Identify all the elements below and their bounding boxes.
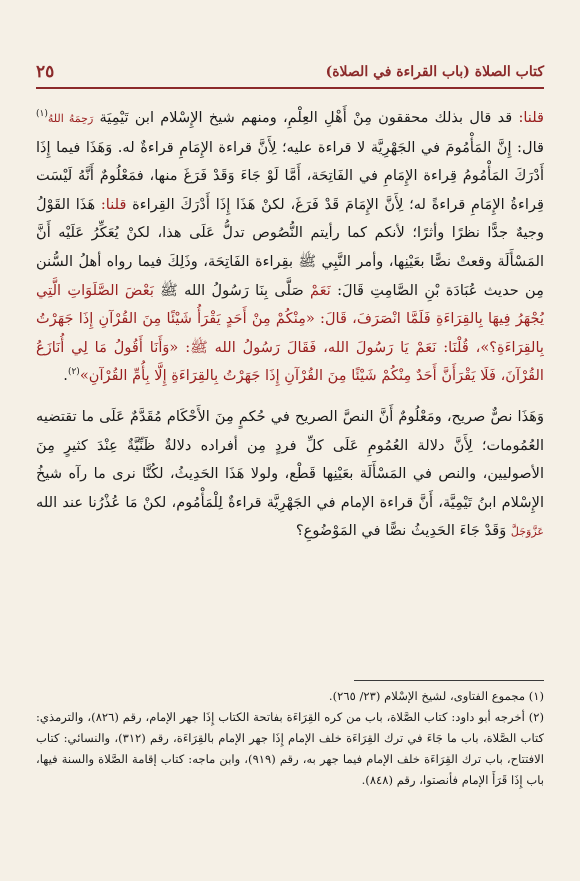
text-run: هَذَا القَوْلُ وجيهٌ جدًّا نظرًا وأثرًا؛ لأنكم كما رأيتم النُّصُوص تدلُّ عَلَى هذا، لكنْ يُعَكِّرُ عَلَيْه أَنَّ المَسْأَلَة وقعتْ نصًّا بعَيْنِها، وأمر النَّبِي ﷺ بقِراءة الفَاتِحَة، وذَلِكَ فيما رواه أهلُ السُّنن مِن حديث عُبَادَة بْنِ الصَّامِتِ قَالَ: [36, 195, 544, 299]
main-text [36, 104, 544, 668]
speaker-label: قلنا: [100, 195, 127, 213]
paragraph-1 [36, 104, 544, 391]
speaker-label: قلنا: [518, 109, 544, 126]
footnotes [36, 686, 544, 836]
chapter-title: كتاب الصلاة (باب القراءة في الصلاة) [325, 64, 544, 80]
text-run: قال: إِنَّ المَأْمُومَ في الجَهْرِيَّة لا قراءة عليه؛ لِأَنَّ قراءة الإِمَامِ قراءةٌ له. وَهَذَا فيما إِذَا أَدْرَكَ المَأْمُومُ قِراءة الإِمَامِ في الفَاتِحَة، أَمَّا لَوْ جَاءَ وَقَدْ فَرَغَ منها، فمَعْلُومٌ أَنَّهُ لَيْسَت قِراءةُ الإِمَامِ قراءةً له؛ لِأَنَّ الإِمَامَ قَدْ فَرَغَ، لكنْ هَذَا إِذَا أَدْرَكَ القِراءة [36, 138, 544, 213]
header-divider [36, 87, 544, 89]
quoted-word: نَعَمْ [310, 281, 331, 299]
text-run: وَهَذَا نصٌّ صريح، ومَعْلُومٌ أَنَّ النصَّ الصريح في حُكمٍ مِنَ الأَحْكَام مُقَدَّمٌ عَلَى ما تقتضيه العُمُومات؛ لِأَنَّ دلالة العُمُومِ عَلَى كلِّ فردٍ مِن أفراده دلالةٌ ظَنِّيَّةٌ عِنْدَ كثيرٍ مِنَ الأصوليين، والنص في المَسْأَلَة بعَيْنِها قَطْع، ولولا هَذَا الحَدِيثُ، لكُنَّا نرى ما رآه شيخُ الإِسْلام ابنُ تَيْمِيَّة، أَنَّ قراءة الإمام في الجَهْرِيَّة قراءةٌ لِلْمَأْمُوم، لكنْ مَا عُذْرُنا عند الله [36, 407, 544, 511]
page-number: ٢٥ [36, 62, 55, 82]
honorific: عَزَّوَجَلَّ [510, 525, 544, 539]
honorific: رَحِمَهُ اللهُ [47, 112, 94, 125]
text-run: وَقَدْ جَاءَ الحَدِيثُ نصًّا في المَوْضُوعِ؟ [295, 522, 511, 540]
paragraph-2 [36, 403, 544, 547]
text-run: . [63, 367, 68, 385]
footnote-1: (١) مجموع الفتاوى، لشيخ الإسْلام (٢٣/ ٢٦٥). [328, 689, 544, 703]
footnote-2: (٢) أخرجه أبو داود: كتاب الصَّلاة، باب من كره القِرَاءَة بفاتحة الكتاب إِذَا جهر الإمام، رقم (٨٢٦)، والترمذي: كتاب الصَّلاة، باب ما جَاءَ في ترك القِرَاءَة خلف الإمام إِذَا جهر الإمام بالقِرَاءَة، رقم (٣١٢)، والنسائي: كتاب الافتتاح، باب ترك القِرَاءَة خلف الإمام فيما جهر به، رقم (٩١٩)، وابن ماجه: كتاب إقامة الصَّلاة والسنة فيها، باب إِذَا قَرَأَ الإمام فأنصتوا، رقم (٨٤٨). [36, 710, 544, 787]
hadith-text: بَعْضَ الصَّلَوَاتِ الَّتِي يُجْهَرُ فِيهَا بِالقِرَاءَةِ فَلَمَّا انْصَرَفَ، قَالَ: «مِنْكُمْ مِنْ أَحَدٍ يَقْرَأُ شَيْئًا مِنَ القُرْآنِ إِذَا جَهَرْتُ بِالقِرَاءَةِ؟»، قُلْنَا: نَعَمْ يَا رَسُولَ الله، فَقَالَ رَسُولُ الله ﷺ: «وَأَنَا أَقُولُ مَا لِي أُنَازَعُ القُرْآنَ، فَلَا يَقْرَأَنَّ أَحَدٌ مِنْكُمْ شَيْئًا مِنَ القُرْآنِ إِذَا جَهَرْتُ بِالقِرَاءَةِ إِلَّا بِأُمِّ القُرْآنِ» [36, 281, 544, 385]
footnote-ref-2[interactable]: (٢) [67, 367, 80, 378]
footnote-ref-1[interactable]: (١) [36, 109, 48, 120]
text-run: صَلَّى بِنَا رَسُولُ الله ﷺ [153, 281, 310, 299]
running-header [36, 62, 544, 88]
footnote-divider [354, 680, 544, 681]
text-run: قد قال بذلك محققون مِنْ أَهْلِ العِلْمِ، ومنهم شيخ الإِسْلام ابن تَيْمِيَة [93, 109, 519, 126]
